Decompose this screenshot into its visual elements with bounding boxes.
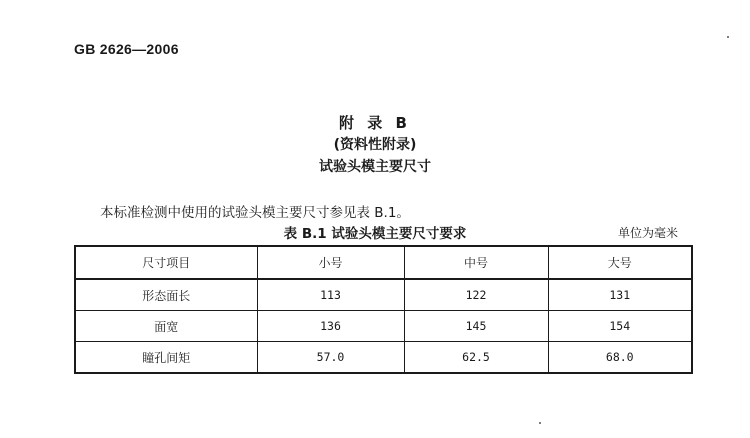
standard-code: GB 2626—2006: [74, 41, 179, 57]
scan-speck: [727, 36, 729, 38]
table-unit: 单位为毫米: [618, 226, 679, 240]
value-cell-large: 131: [548, 279, 692, 311]
table-row: [75, 279, 692, 311]
appendix-title: 附 录 B: [339, 114, 411, 132]
table-row: [75, 311, 692, 342]
table-header-row: [75, 246, 692, 279]
value-cell-medium: 62.5: [404, 342, 548, 374]
header-cell-large: 大号: [548, 246, 692, 279]
header-cell-item: 尺寸项目: [75, 246, 257, 279]
scan-speck: [539, 422, 541, 424]
value-cell-large: 68.0: [548, 342, 692, 374]
header-cell-small: 小号: [257, 246, 404, 279]
row-label: 瞳孔间矩: [75, 342, 257, 374]
value-cell-small: 57.0: [257, 342, 404, 374]
value-cell-small: 136: [257, 311, 404, 342]
row-label: 形态面长: [75, 279, 257, 311]
dimension-table: [74, 245, 693, 374]
table-caption: 表 B.1 试验头模主要尺寸要求: [283, 226, 467, 242]
row-label: 面宽: [75, 311, 257, 342]
appendix-nature: (资料性附录): [333, 137, 417, 153]
value-cell-large: 154: [548, 311, 692, 342]
table-row: [75, 342, 692, 374]
header-cell-medium: 中号: [404, 246, 548, 279]
body-paragraph: 本标准检测中使用的试验头模主要尺寸参见表 B.1。: [100, 205, 410, 221]
value-cell-medium: 122: [404, 279, 548, 311]
appendix-subject: 试验头模主要尺寸: [319, 159, 431, 175]
value-cell-medium: 145: [404, 311, 548, 342]
value-cell-small: 113: [257, 279, 404, 311]
